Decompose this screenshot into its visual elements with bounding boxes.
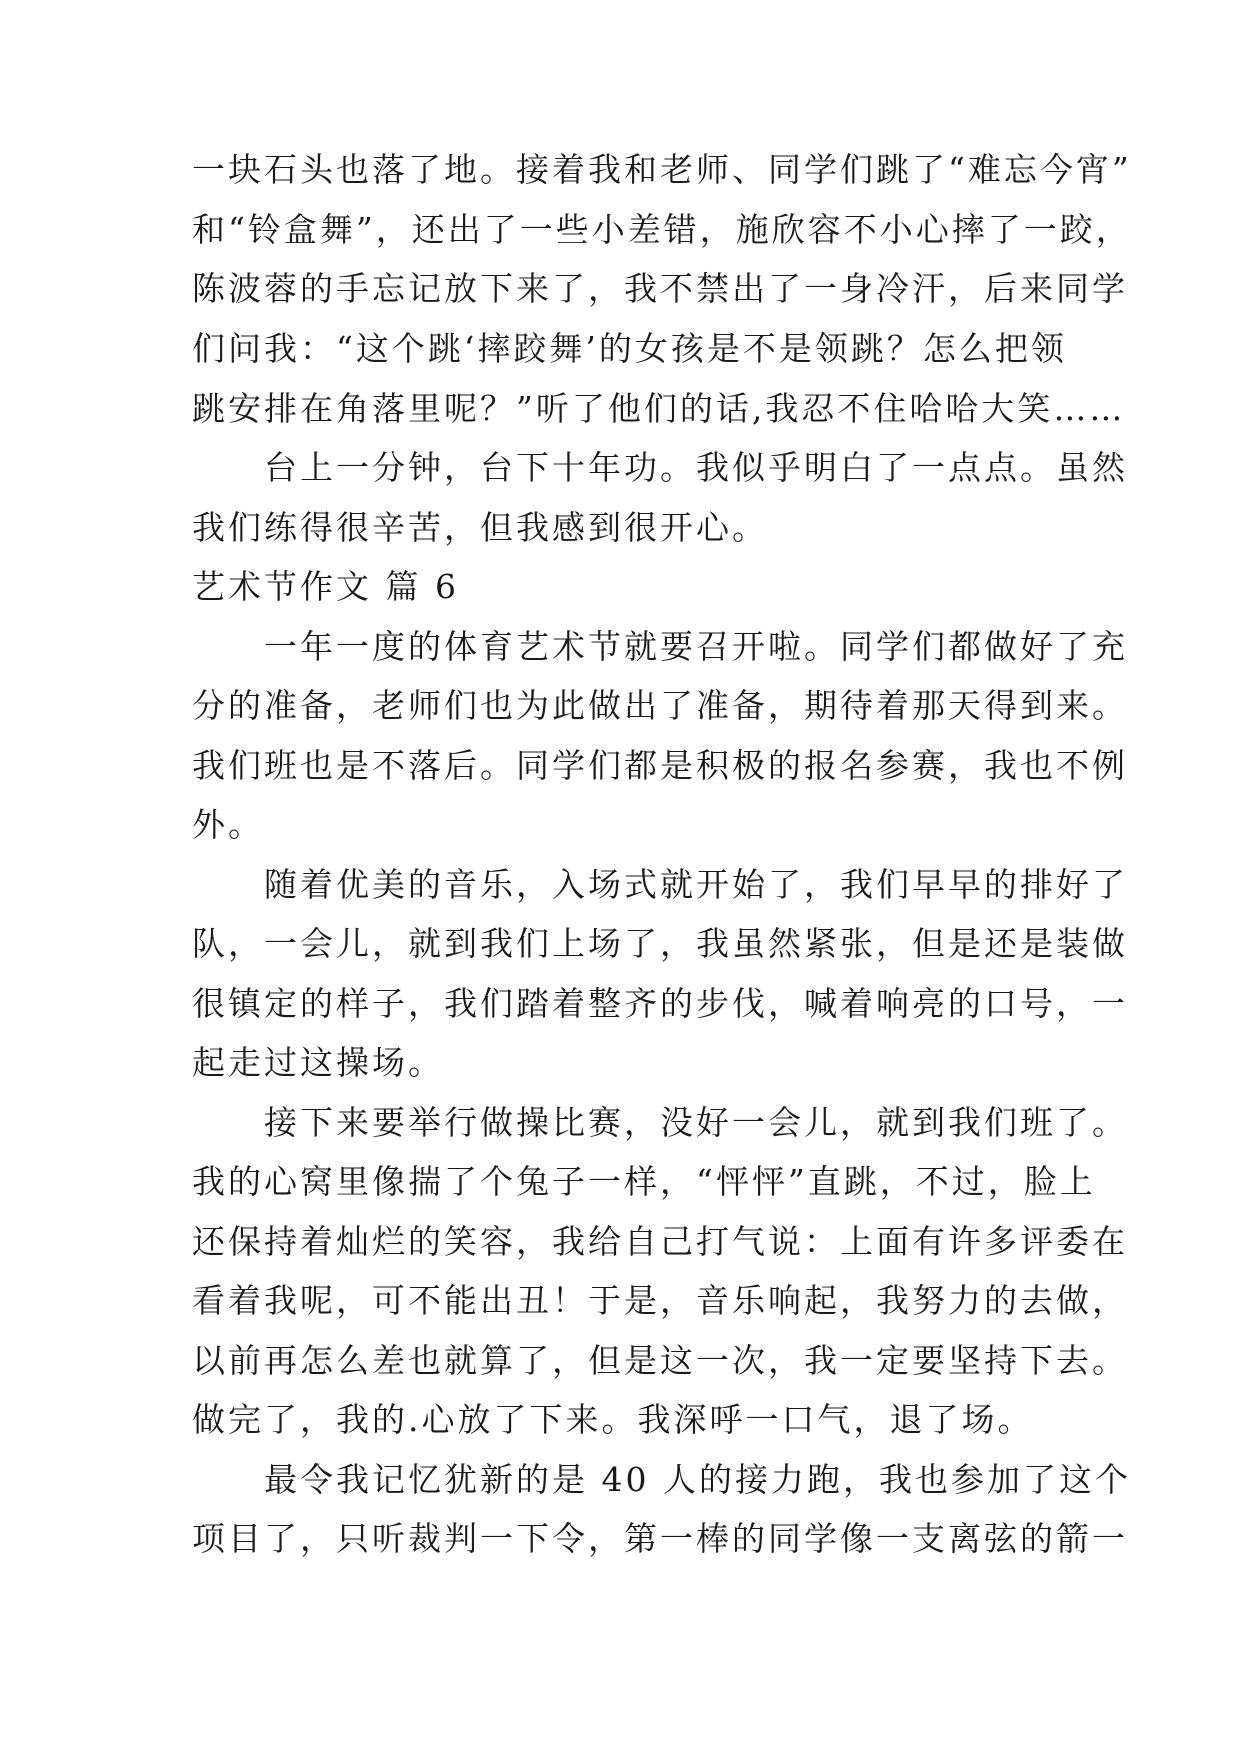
text-line: 和“铃盒舞”，还出了一些小差错，施欣容不小心摔了一跤， xyxy=(192,210,1132,249)
text-line: 们问我：“这个跳‘摔跤舞’的女孩是不是领跳？怎么把领 xyxy=(192,329,1067,368)
text-line: 还保持着灿烂的笑容，我给自己打气说：上面有许多评委在 xyxy=(192,1222,1128,1261)
text-line: 我们练得很辛苦，但我感到很开心。 xyxy=(192,508,768,547)
text-line: 以前再怎么差也就算了，但是这一次，我一定要坚持下去。 xyxy=(192,1341,1128,1380)
text-line: 接下来要举行做操比赛，没好一会儿，就到我们班了。 xyxy=(192,1103,1128,1142)
text-line: 随着优美的音乐，入场式就开始了，我们早早的排好了 xyxy=(192,865,1128,904)
text-line: 一块石头也落了地。接着我和老师、同学们跳了“难忘今宵” xyxy=(192,150,1132,189)
text-line: 做完了，我的.心放了下来。我深呼一口气，退了场。 xyxy=(192,1400,1034,1439)
text-line: 起走过这操场。 xyxy=(192,1043,444,1082)
section-heading: 艺术节作文 篇 6 xyxy=(192,567,459,606)
text-line: 外。 xyxy=(192,805,264,844)
text-line: 一年一度的体育艺术节就要召开啦。同学们都做好了充 xyxy=(192,627,1128,666)
text-line: 分的准备，老师们也为此做出了准备，期待着那天得到来。 xyxy=(192,686,1128,725)
text-line: 很镇定的样子，我们踏着整齐的步伐，喊着响亮的口号，一 xyxy=(192,984,1128,1023)
text-line: 最令我记忆犹新的是 40 人的接力跑，我也参加了这个 xyxy=(192,1460,1131,1499)
text-line: 陈波蓉的手忘记放下来了，我不禁出了一身冷汗，后来同学 xyxy=(192,269,1128,308)
text-line: 队，一会儿，就到我们上场了，我虽然紧张，但是还是装做 xyxy=(192,924,1128,963)
text-line: 项目了，只听裁判一下令，第一棒的同学像一支离弦的箭一 xyxy=(192,1519,1128,1558)
text-line: 看着我呢，可不能出丑！于是，音乐响起，我努力的去做， xyxy=(192,1281,1128,1320)
text-line: 我的心窝里像揣了个兔子一样，“怦怦”直跳，不过，脸上 xyxy=(192,1162,1096,1201)
text-line: 我们班也是不落后。同学们都是积极的报名参赛，我也不例 xyxy=(192,746,1128,785)
text-line: 台上一分钟，台下十年功。我似乎明白了一点点。虽然 xyxy=(192,448,1128,487)
text-line: 跳安排在角落里呢？”听了他们的话,我忍不住哈哈大笑…… xyxy=(192,389,1126,428)
